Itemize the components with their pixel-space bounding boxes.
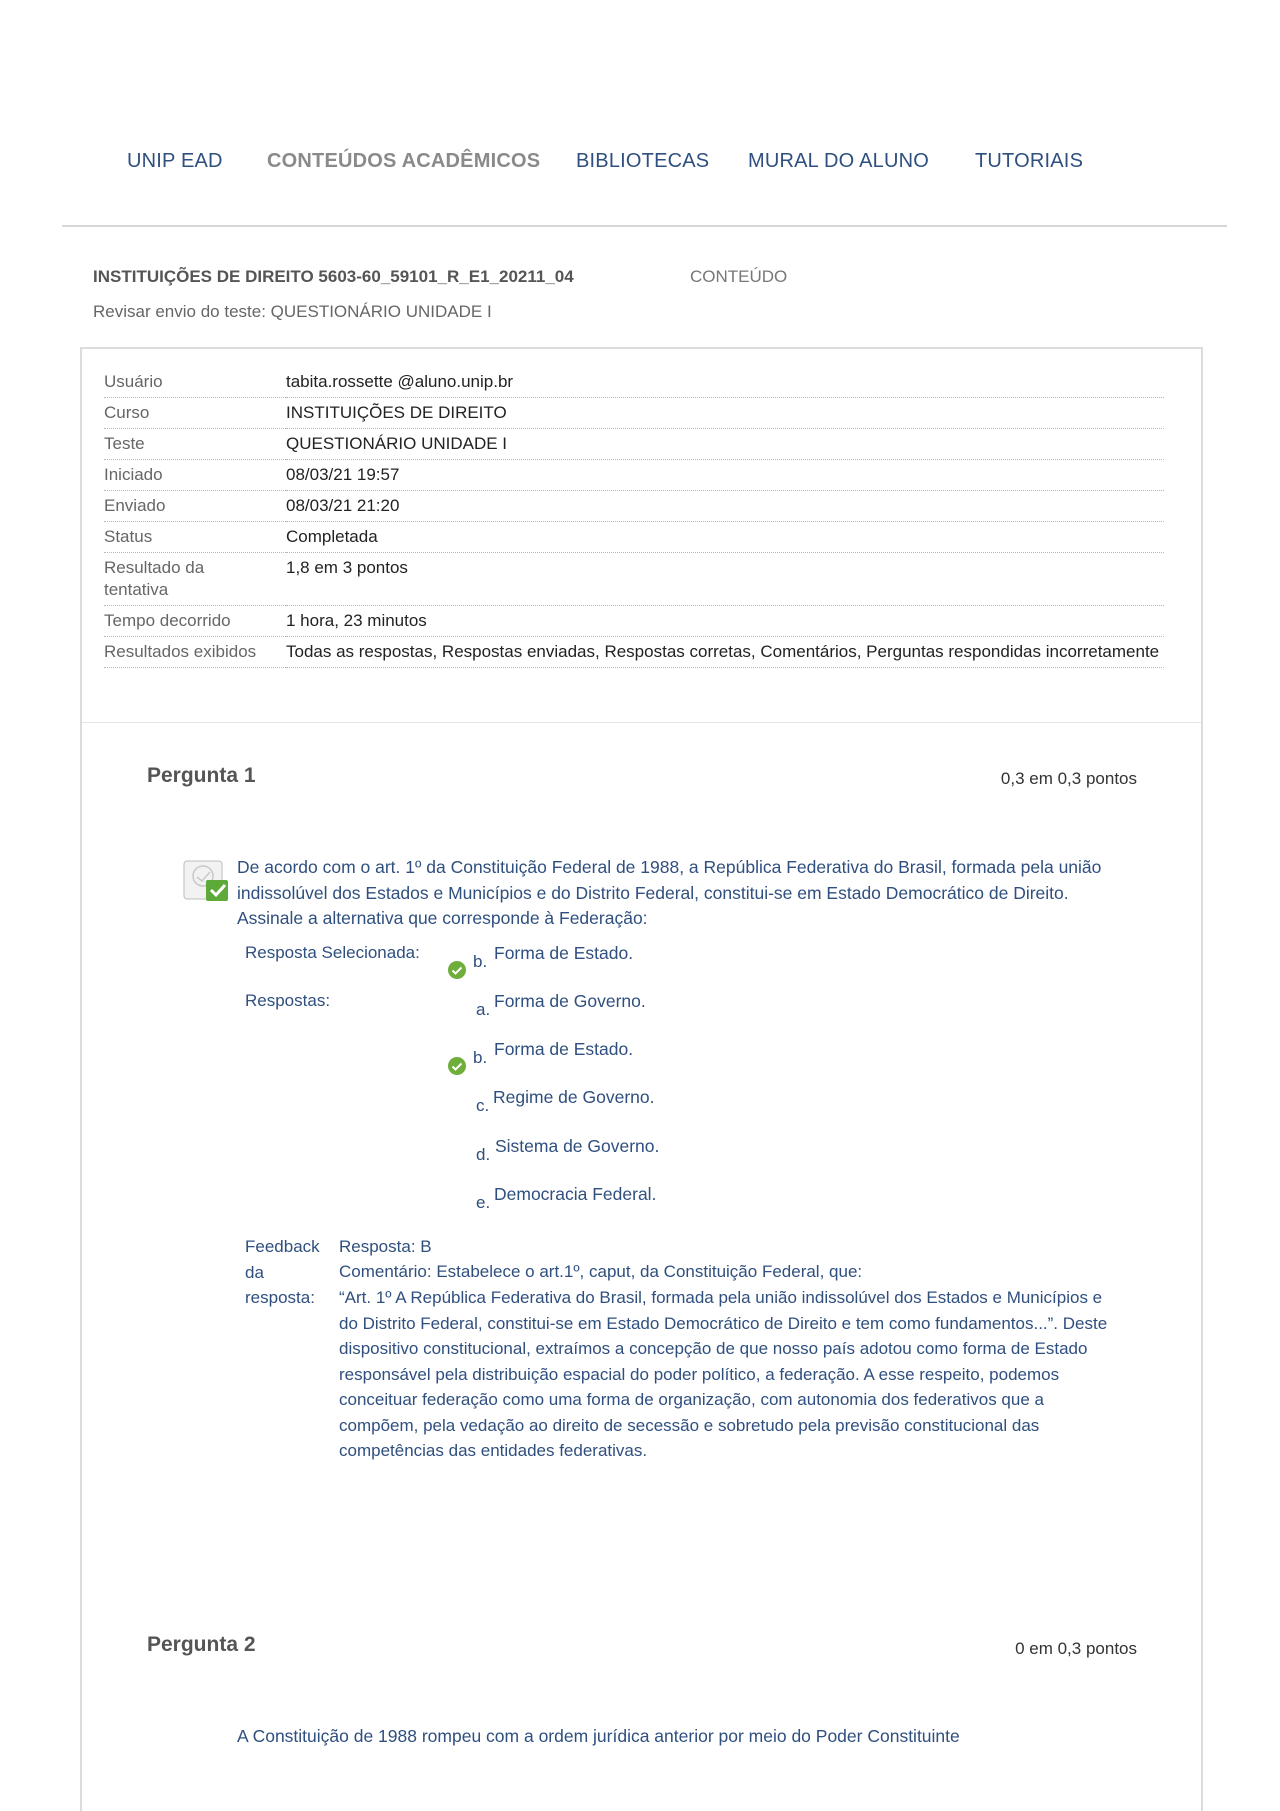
nav-bibliotecas[interactable]: BIBLIOTECAS	[576, 150, 710, 172]
summary-value: 1 hora, 23 minutos	[286, 606, 1164, 637]
course-title[interactable]: INSTITUIÇÕES DE DIREITO 5603-60_59101_R_E1_20211_04	[93, 267, 574, 286]
summary-key: Iniciado	[104, 460, 286, 491]
check-circle-icon	[448, 961, 466, 979]
summary-table	[104, 367, 1164, 668]
summary-key: Status	[104, 522, 286, 553]
feedback-answer: Resposta: B	[339, 1237, 432, 1256]
summary-value: 08/03/21 21:20	[286, 491, 1164, 522]
option-text: Forma de Estado.	[494, 1039, 634, 1059]
table-row	[104, 553, 1164, 606]
table-row	[104, 367, 1164, 398]
summary-key: Curso	[104, 398, 286, 429]
nav-tutoriais[interactable]: TUTORIAIS	[975, 150, 1084, 172]
feedback-label: Feedback da resposta:	[245, 1237, 320, 1307]
option-letter: d.	[476, 1145, 491, 1164]
question-2-text: A Constituição de 1988 rompeu com a ordem jurídica anterior por meio do Poder Constituinte	[237, 1726, 960, 1746]
question-1-text: De acordo com o art. 1º da Constituição Federal de 1988, a República Federativa do Brasil, formada pela união indissolúvel dos Estados e Municípios e do Distrito Federal, constitui-se em Estado Democrático de Direito. Assinale a alternativa que corresponde à Federação:	[237, 857, 1102, 928]
table-row	[104, 522, 1164, 553]
review-panel	[80, 347, 1203, 1811]
selected-answer-text: Forma de Estado.	[494, 943, 634, 963]
summary-value: QUESTIONÁRIO UNIDADE I	[286, 429, 1164, 460]
correct-answer-icon	[183, 858, 229, 902]
table-row	[104, 491, 1164, 522]
nav-unip-ead[interactable]: UNIP EAD	[127, 150, 223, 172]
option-text: Democracia Federal.	[494, 1184, 657, 1204]
summary-key: Resultados exibidos	[104, 637, 286, 668]
table-row	[104, 460, 1164, 491]
summary-value: 1,8 em 3 pontos	[286, 553, 1164, 606]
attempt-summary	[82, 349, 1201, 723]
question-1-score: 0,3 em 0,3 pontos	[1000, 769, 1137, 788]
nav-conteudos-academicos[interactable]: CONTEÚDOS ACADÊMICOS	[267, 150, 541, 172]
question-1-title: Pergunta 1	[147, 764, 256, 787]
feedback-comment: Comentário: Estabelece o art.1º, caput, da Constituição Federal, que:	[339, 1262, 863, 1281]
feedback-body: “Art. 1º A República Federativa do Brasil, formada pela união indissolúvel dos Estados e Municípios e do Distrito Federal, constitui-se em Estado Democrático de Direito e tem como fundamentos...”. Deste dispositivo constitucional, extraímos a concepção de que nosso país adotou como forma de Estado responsável pela distribuição espacial do poder político, a federação. A esse respeito, podemos conceituar federação como uma forma de organização, com autonomia dos federativos que a compõem, pela vedação ao direito de secessão e sobretudo pela previsão constitucional das competências das entidades federativas.	[339, 1288, 1108, 1460]
selected-answer-label: Resposta Selecionada:	[245, 943, 420, 962]
table-row	[104, 606, 1164, 637]
summary-key: Usuário	[104, 367, 286, 398]
option-text: Regime de Governo.	[493, 1087, 655, 1107]
summary-key: Teste	[104, 429, 286, 460]
option-letter: c.	[476, 1096, 490, 1115]
nav-mural-do-aluno[interactable]: MURAL DO ALUNO	[748, 150, 929, 172]
check-circle-icon	[448, 1057, 466, 1075]
question-2-title: Pergunta 2	[147, 1633, 256, 1656]
summary-value: INSTITUIÇÕES DE DIREITO	[286, 398, 1164, 429]
table-row	[104, 398, 1164, 429]
option-text: Sistema de Governo.	[495, 1136, 660, 1156]
option-text: Forma de Governo.	[494, 991, 646, 1011]
selected-answer-letter: b.	[473, 952, 488, 971]
summary-value: Completada	[286, 522, 1164, 553]
table-row	[104, 637, 1164, 668]
table-row	[104, 429, 1164, 460]
summary-value: tabita.rossette @aluno.unip.br	[286, 367, 1164, 398]
page-subtitle: Revisar envio do teste: QUESTIONÁRIO UNIDADE I	[93, 302, 492, 321]
option-letter: a.	[476, 1000, 491, 1019]
option-letter: b.	[473, 1048, 488, 1067]
nav-divider	[62, 225, 1227, 227]
content-link[interactable]: CONTEÚDO	[690, 267, 788, 286]
option-letter: e.	[476, 1193, 491, 1212]
summary-value: 08/03/21 19:57	[286, 460, 1164, 491]
summary-key: Tempo decorrido	[104, 606, 286, 637]
summary-key: Resultado da tentativa	[104, 553, 286, 606]
top-nav	[0, 150, 1280, 186]
answers-label: Respostas:	[245, 991, 331, 1010]
question-2-score: 0 em 0,3 pontos	[1015, 1639, 1137, 1658]
summary-key: Enviado	[104, 491, 286, 522]
summary-value: Todas as respostas, Respostas enviadas, Respostas corretas, Comentários, Perguntas respondidas incorretamente	[286, 637, 1164, 668]
